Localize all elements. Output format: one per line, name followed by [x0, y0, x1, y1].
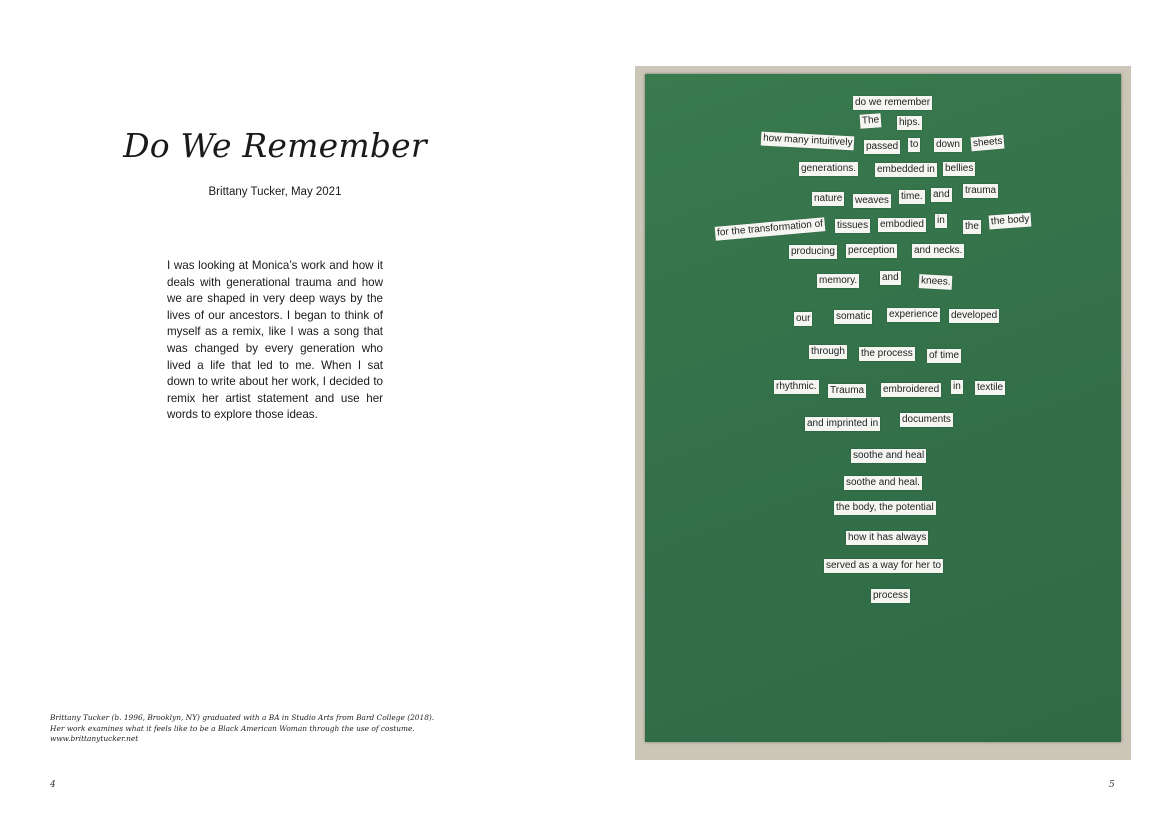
cutout-word: and necks. — [914, 245, 963, 256]
cutout-word: the process — [861, 348, 913, 359]
cutout-word: Trauma — [830, 385, 865, 396]
collage-photo — [635, 66, 1131, 760]
bio-line-2: Her work examines what it feels like to be a Black American Woman through the use of costume. — [50, 723, 415, 733]
cutout-word: weaves — [855, 195, 889, 206]
cutout-word: perception — [848, 245, 895, 256]
page-number-right: 5 — [1109, 780, 1115, 790]
cutout-word: passed — [866, 141, 899, 152]
cutout-word: our — [796, 313, 811, 324]
cutout-word: and — [882, 272, 899, 283]
cutout-word: hips. — [899, 117, 921, 128]
cutout-word: and — [933, 189, 950, 200]
page-number-left: 4 — [50, 780, 56, 790]
cutout-word: of time — [929, 350, 960, 361]
cutout-word: experience — [889, 309, 938, 320]
cutout-word: how many intuitively — [761, 132, 855, 151]
cutout-word: memory. — [819, 275, 858, 286]
byline: Brittany Tucker, May 2021 — [208, 186, 342, 198]
cutout-word: embodied — [880, 219, 924, 230]
cutout-word: producing — [791, 246, 835, 257]
cutout-word: served as a way for her to — [826, 560, 942, 571]
cutout-word: down — [936, 139, 960, 150]
cutout-word: rhythmic. — [776, 381, 817, 392]
cutout-word: soothe and heal — [853, 450, 925, 461]
cutout-word: documents — [902, 414, 951, 425]
cutout-word: generations. — [801, 163, 857, 174]
artist-bio — [50, 713, 520, 745]
green-paper-collage — [645, 74, 1121, 742]
cutout-word: The — [860, 113, 882, 128]
cutout-word: developed — [951, 310, 998, 321]
cutout-word: and imprinted in — [807, 418, 879, 429]
page-title: Do We Remember — [123, 126, 427, 165]
cutout-word: to — [910, 139, 919, 150]
cutout-word: process — [873, 590, 909, 601]
cutout-word: do we remember — [855, 97, 931, 108]
cutout-word: how it has always — [848, 532, 927, 543]
cutout-word: sheets — [970, 135, 1005, 152]
cutout-word: tissues — [837, 220, 869, 231]
cutout-word: time. — [901, 191, 923, 202]
cutout-word: nature — [814, 193, 843, 204]
cutout-word: through — [811, 346, 845, 357]
cutout-word: textile — [977, 382, 1004, 393]
bio-line-1: Brittany Tucker (b. 1996, Brooklyn, NY) graduated with a BA in Studio Arts from Bard College (2018). — [50, 713, 435, 722]
bio-website: www.brittanytucker.net — [50, 734, 139, 743]
cutout-word: the body, the potential — [836, 502, 934, 513]
cutout-word: embedded in — [877, 164, 935, 175]
cutout-word: the — [965, 221, 979, 232]
cutout-word: for the transformation of — [715, 217, 826, 241]
cutout-word: trauma — [965, 185, 997, 196]
cutout-word: knees. — [919, 274, 953, 290]
cutout-word: in — [953, 381, 961, 392]
cutout-word: in — [937, 215, 945, 226]
cutout-word: soothe and heal. — [846, 477, 920, 488]
cutout-word: embroidered — [883, 384, 940, 395]
cutout-word: the body — [989, 213, 1032, 230]
cutout-word: bellies — [945, 163, 974, 174]
body-paragraph: I was looking at Monica’s work and how it deals with generational trauma and how we are shaped in very deep ways by the lives of our ancestors. I began to think of myself as a remix, like I was a song that was changed by every generation who lived a life that led to me. When I sat down to write about her work, I decided to remix her artist statement and use her words to explore those ideas. — [167, 259, 383, 422]
cutout-word: somatic — [836, 311, 871, 322]
